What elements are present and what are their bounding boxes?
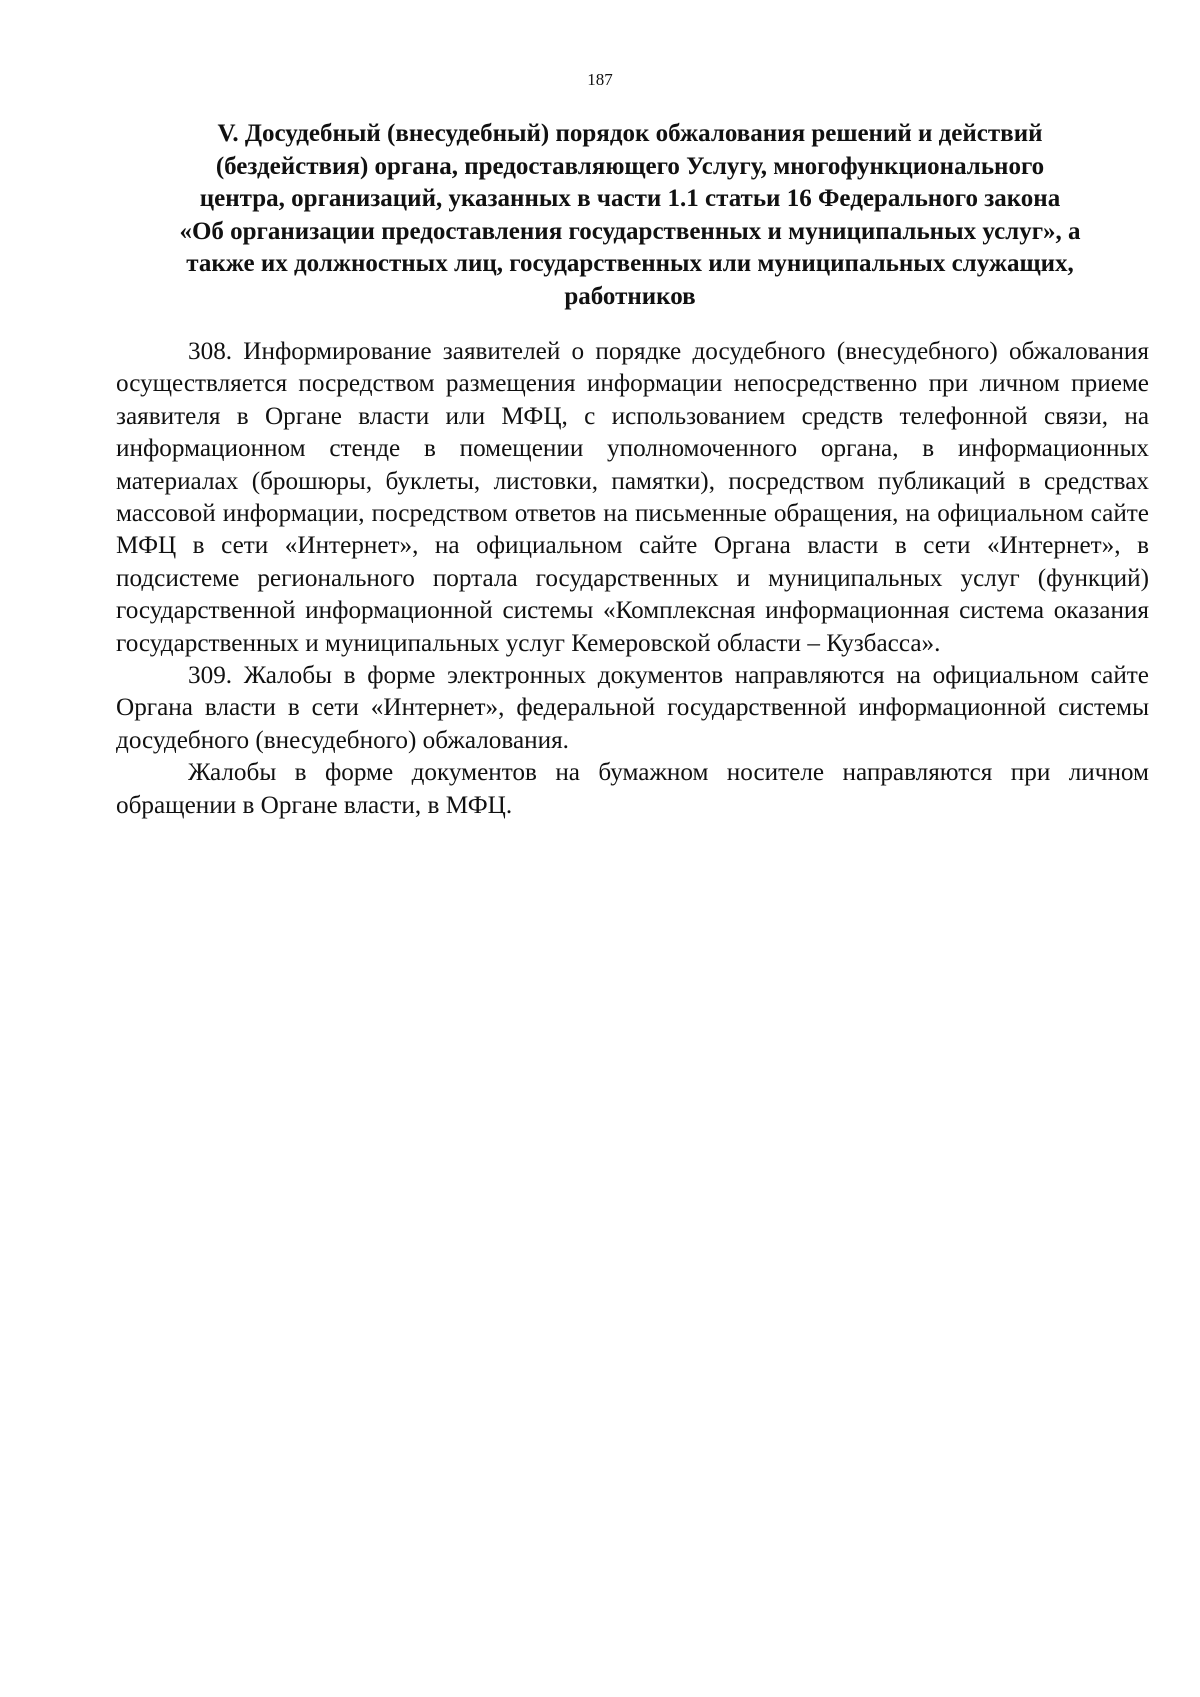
heading-line: также их должностных лиц, государственных или муниципальных служащих,: [186, 250, 1074, 277]
heading-line: V. Досудебный (внесудебный) порядок обжалования решений и действий: [217, 120, 1043, 147]
heading-line: центра, организаций, указанных в части 1.1 статьи 16 Федерального закона: [199, 185, 1061, 212]
document-body: [116, 336, 1149, 822]
paragraph-308: 308. Информирование заявителей о порядке досудебного (внесудебного) обжалования осуществляется посредством размещения информации непосредственно при личном приеме заявителя в Органе власти или МФЦ, с использованием средств телефонной связи, на информационном стенде в помещении уполномоченного органа, в информационных материалах (брошюры, буклеты, листовки, памятки), посредством публикаций в средствах массовой информации, посредством ответов на письменные обращения, на официальном сайте МФЦ в сети «Интернет», на официальном сайте Органа власти в сети «Интернет», в подсистеме регионального портала государственных и муниципальных услуг (функций) государственной информационной системы «Комплексная информационная система оказания государственных и муниципальных услуг Кемеровской области – Кузбасса».: [116, 338, 1149, 657]
heading-line: (бездействия) органа, предоставляющего Услугу, многофункционального: [215, 152, 1045, 180]
paragraph-309: 309. Жалобы в форме электронных документов направляются на официальном сайте Органа власти в сети «Интернет», федеральной государственной информационной системы досудебного (внесудебного) обжалования.: [116, 662, 1149, 754]
heading-line: работников: [564, 282, 696, 310]
paragraph-309-continued: Жалобы в форме документов на бумажном носителе направляются при личном обращении в Органе власти, в МФЦ.: [116, 759, 1149, 819]
page-number: 187: [587, 70, 613, 89]
heading-line: «Об организации предоставления государственных и муниципальных услуг», а: [179, 217, 1081, 245]
section-heading: [110, 118, 1150, 313]
